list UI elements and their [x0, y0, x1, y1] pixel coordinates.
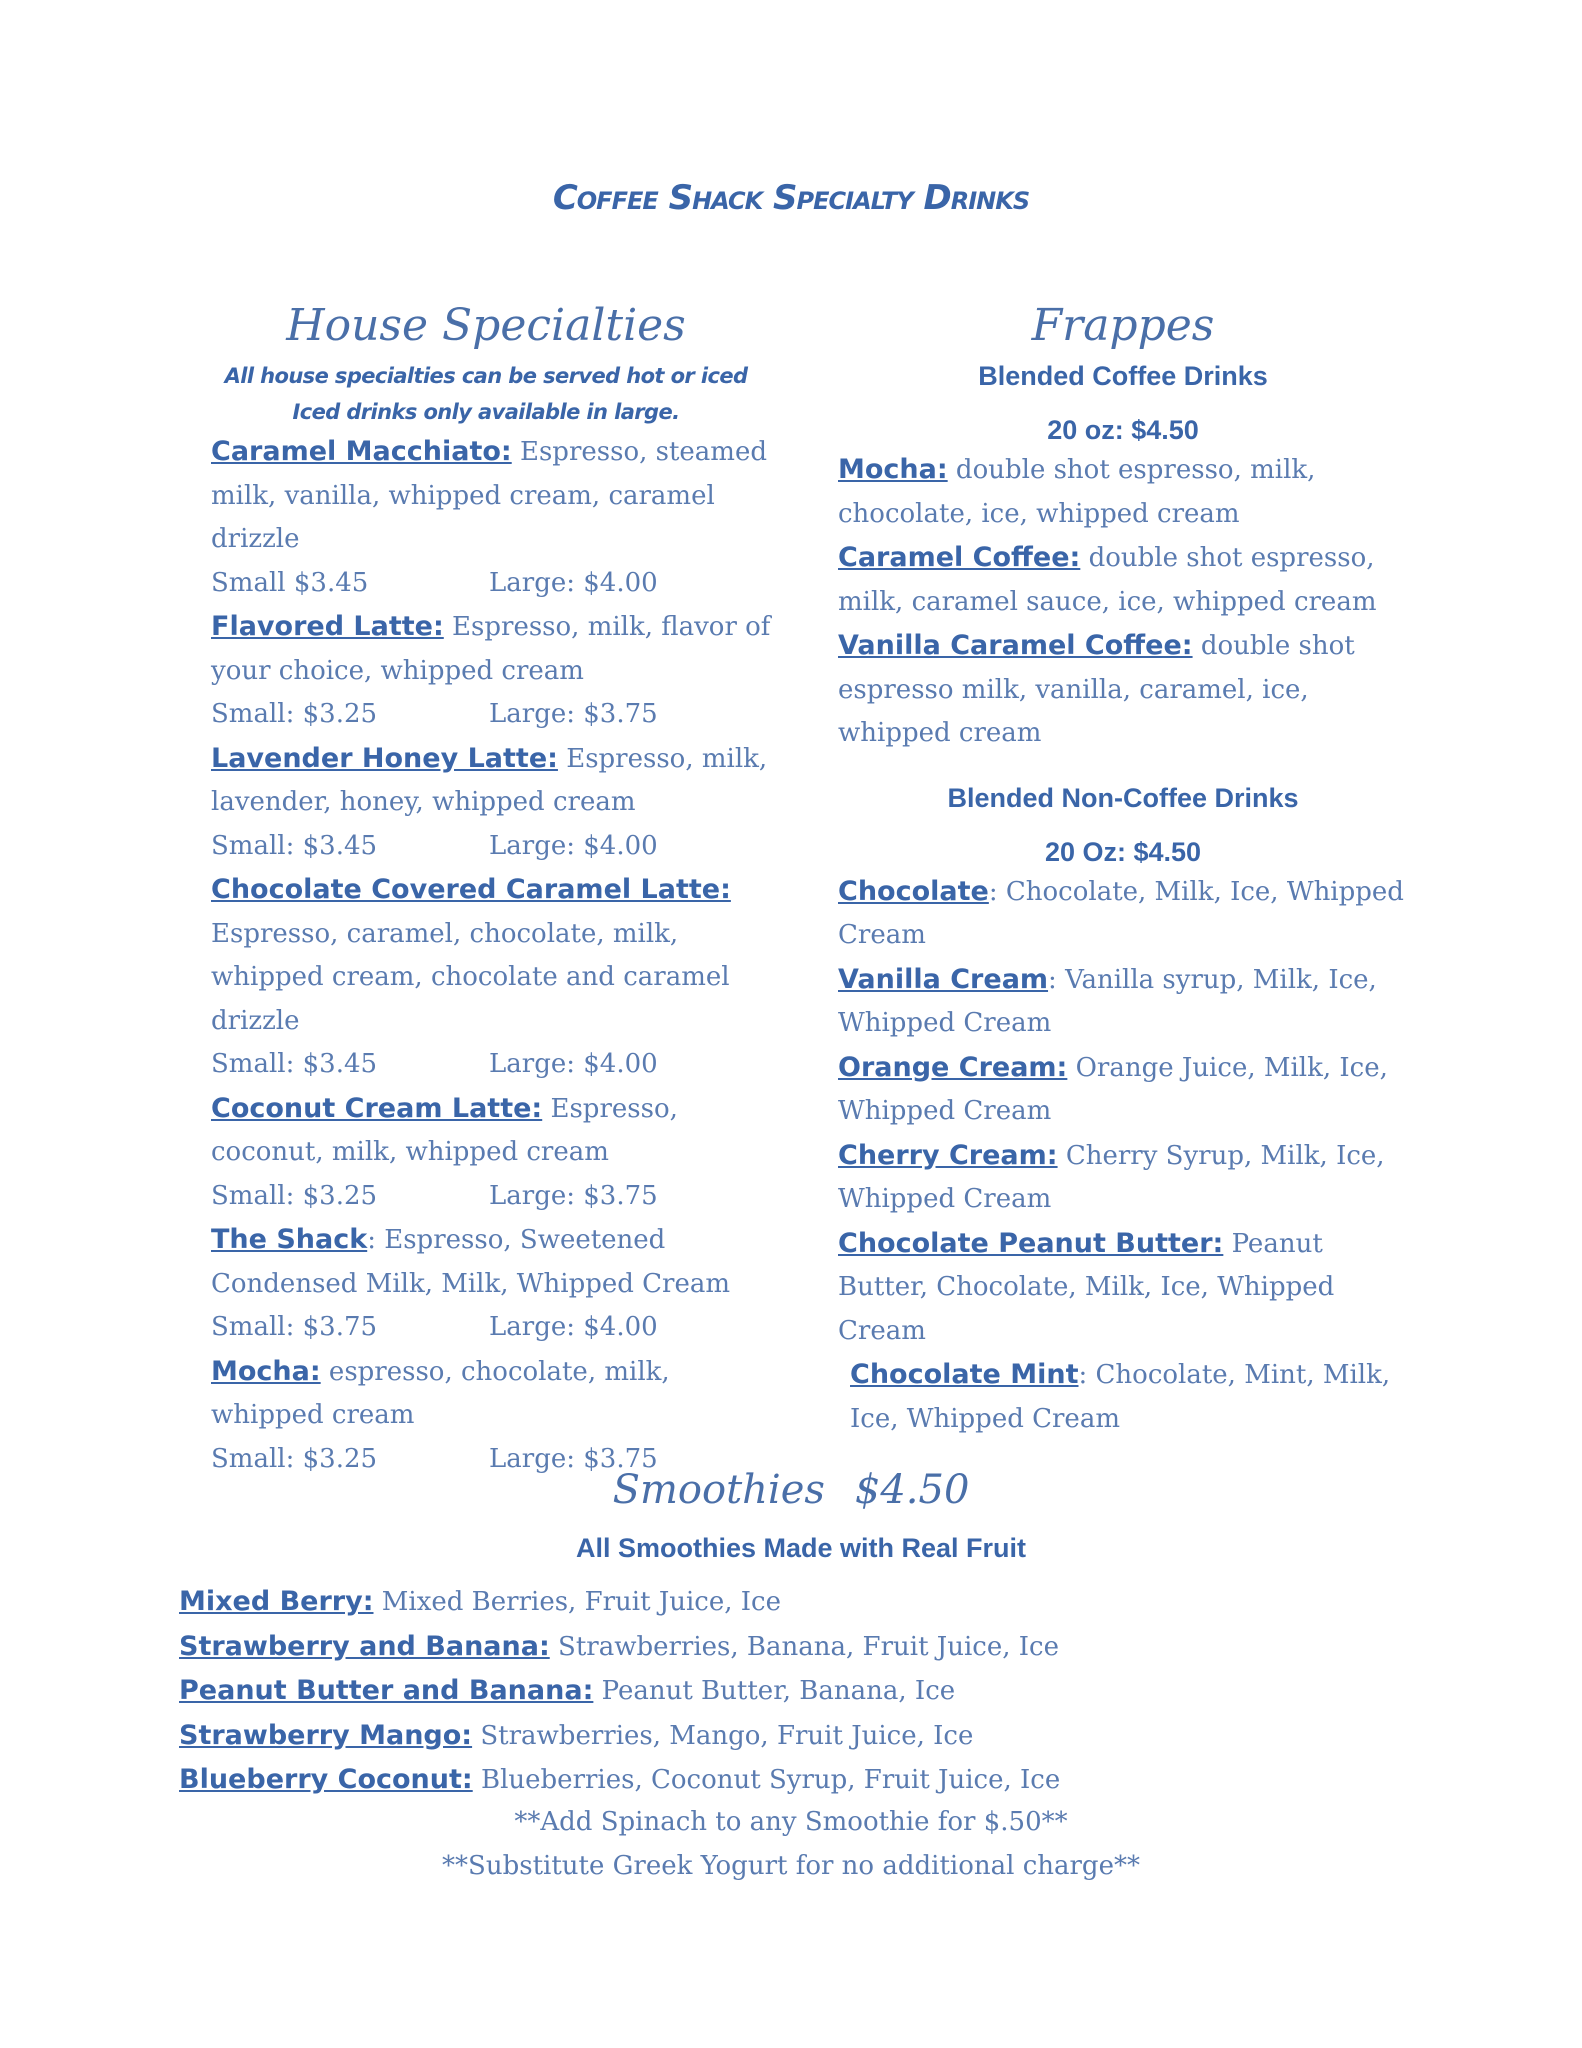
menu-item	[838, 448, 1408, 536]
item-name: Flavored Latte:	[211, 611, 444, 642]
price-large: Large: $3.75	[489, 1443, 658, 1474]
price-small: Small: $3.45	[211, 830, 378, 861]
item-description: Mixed Berries, Fruit Juice, Ice	[373, 1587, 782, 1617]
item-name: Strawberry Mango:	[179, 1719, 473, 1751]
item-description: : Chocolate, Milk, Ice, Whipped Cream	[838, 876, 1404, 950]
price-large: Large: $3.75	[489, 699, 658, 729]
price-large: Large: $4.00	[489, 567, 658, 598]
item-name: Cherry Cream:	[838, 1139, 1058, 1171]
item-description: Espresso, milk, flavor of your choice, whipped cream	[211, 612, 771, 686]
price-large: Large: $3.75	[489, 1180, 658, 1211]
item-description: Espresso, caramel, chocolate, milk, whipped cream, chocolate and caramel drizzle	[211, 918, 730, 1036]
menu-title: Coffee Shack Specialty Drinks	[552, 178, 1030, 218]
item-description: espresso, chocolate, milk, whipped cream	[211, 1356, 670, 1430]
menu-item	[838, 958, 1408, 1046]
menu-item	[838, 624, 1408, 756]
item-name: Vanilla Caramel Coffee:	[838, 630, 1193, 661]
menu-item	[838, 1046, 1408, 1134]
price-small: Small: $3.75	[211, 1312, 378, 1342]
price-large: Large: $4.00	[489, 1312, 658, 1342]
greek-yogurt-note: **Substitute Greek Yogurt for no additional charge**	[442, 1851, 1140, 1881]
list-item	[179, 1580, 1379, 1625]
item-description: Espresso, steamed milk, vanilla, whipped cream, caramel drizzle	[211, 437, 767, 554]
item-name: The Shack	[211, 1224, 368, 1255]
item-description: double shot espresso, milk, caramel sauce, ice, whipped cream	[838, 543, 1377, 617]
menu-item	[211, 1350, 781, 1482]
menu-item	[211, 868, 781, 1087]
price-small: Small $3.45	[211, 567, 369, 598]
menu-item	[838, 1134, 1408, 1222]
frappes-heading: Frappes	[1031, 300, 1215, 351]
blended-noncoffee-price: 20 Oz: $4.50	[1044, 836, 1202, 867]
item-name: Orange Cream:	[838, 1051, 1068, 1083]
house-note-hot-iced: All house specialties can be served hot or iced	[224, 364, 748, 388]
list-item	[179, 1714, 1379, 1759]
smoothies-title: Smoothies	[612, 1467, 825, 1513]
price-small: Small: $3.45	[211, 1049, 378, 1079]
item-description: double shot espresso milk, vanilla, caramel, ice, whipped cream	[838, 631, 1355, 748]
item-description: : Vanilla syrup, Milk, Ice, Whipped Cream	[838, 964, 1377, 1038]
menu-item	[838, 1222, 1408, 1354]
item-name: Peanut Butter and Banana:	[179, 1675, 594, 1706]
item-description: : Espresso, Sweetened Condensed Milk, Milk, Whipped Cream	[211, 1225, 731, 1299]
item-name: Coconut Cream Latte:	[211, 1092, 543, 1124]
smoothies-subheading: All Smoothies Made with Real Fruit	[575, 1533, 1027, 1563]
item-name: Vanilla Cream	[838, 963, 1049, 995]
item-description: double shot espresso, milk, chocolate, ice, whipped cream	[838, 455, 1316, 529]
item-name: Blueberry Coconut:	[179, 1764, 473, 1795]
price-large: Large: $4.00	[489, 830, 658, 861]
item-description: Peanut Butter, Banana, Ice	[593, 1676, 956, 1706]
item-description: Cherry Syrup, Milk, Ice, Whipped Cream	[838, 1140, 1385, 1214]
item-name: Chocolate Peanut Butter:	[838, 1227, 1224, 1259]
price-large: Large: $4.00	[489, 1049, 658, 1079]
list-item	[179, 1625, 1379, 1670]
price-small: Small: $3.25	[211, 699, 378, 729]
list-item	[179, 1669, 1379, 1714]
item-name: Lavender Honey Latte:	[211, 742, 558, 774]
house-note-iced-large: Iced drinks only available in large.	[292, 400, 680, 424]
blended-coffee-price: 20 oz: $4.50	[1047, 415, 1199, 445]
item-description: Blueberries, Coconut Syrup, Fruit Juice, Ice	[472, 1765, 1061, 1795]
price-small: Small: $3.25	[211, 1443, 378, 1474]
item-description: Strawberries, Banana, Fruit Juice, Ice	[549, 1631, 1059, 1662]
menu-item	[838, 870, 1408, 958]
smoothies-heading	[0, 1465, 1582, 1515]
frappes-section	[838, 298, 1408, 1441]
item-name: Mixed Berry:	[179, 1586, 374, 1617]
menu-item	[211, 605, 781, 737]
item-description: Peanut Butter, Chocolate, Milk, Ice, Whipped Cream	[838, 1228, 1335, 1346]
item-description: : Chocolate, Mint, Milk, Ice, Whipped Cream	[850, 1360, 1391, 1434]
item-description: Espresso, milk, lavender, honey, whipped cream	[211, 743, 768, 817]
blended-coffee-subheading: Blended Coffee Drinks	[978, 361, 1268, 391]
item-name: Strawberry and Banana:	[179, 1630, 550, 1662]
menu-item	[838, 1353, 1408, 1441]
blended-noncoffee-subheading: Blended Non-Coffee Drinks	[947, 782, 1299, 813]
spinach-note: **Add Spinach to any Smoothie for $.50**	[514, 1807, 1068, 1837]
menu-item	[211, 1087, 781, 1219]
smoothies-list	[179, 1580, 1379, 1803]
list-item	[179, 1758, 1379, 1803]
menu-item	[838, 536, 1408, 624]
menu-item	[211, 430, 781, 605]
menu-item	[211, 737, 781, 869]
item-description: Strawberries, Mango, Fruit Juice, Ice	[472, 1720, 974, 1751]
item-description: Orange Juice, Milk, Ice, Whipped Cream	[838, 1052, 1388, 1126]
item-name: Mocha:	[838, 454, 948, 485]
house-specialties-section	[211, 298, 781, 1481]
item-name: Chocolate Mint	[850, 1359, 1079, 1390]
item-name: Chocolate Covered Caramel Latte:	[211, 874, 731, 905]
item-description: Espresso, coconut, milk, whipped cream	[211, 1093, 678, 1167]
menu-item	[211, 1218, 781, 1350]
item-name: Chocolate	[838, 875, 989, 907]
smoothies-price: $4.50	[854, 1467, 970, 1513]
item-name: Mocha:	[211, 1355, 321, 1387]
price-small: Small: $3.25	[211, 1180, 378, 1211]
house-specialties-heading: House Specialties	[286, 300, 686, 351]
item-name: Caramel Macchiato:	[211, 436, 512, 467]
item-name: Caramel Coffee:	[838, 542, 1081, 573]
